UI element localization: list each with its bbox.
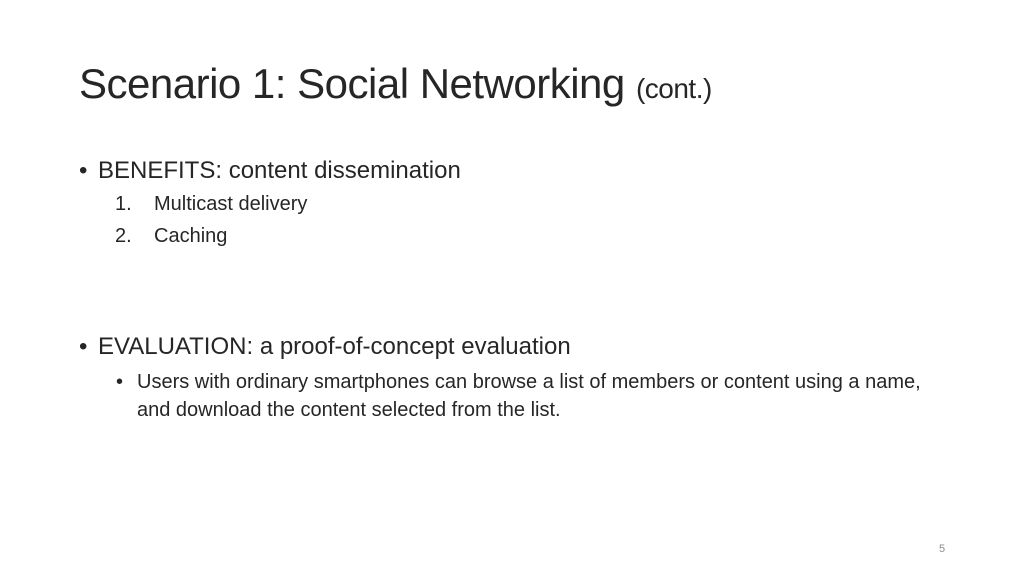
list-number: 2. (115, 225, 132, 247)
bullet-marker: • (116, 371, 124, 393)
slide-title (79, 58, 712, 115)
benefit-item-text: Caching (154, 225, 228, 247)
benefit-item-caching (79, 222, 959, 250)
bullet-marker: • (79, 333, 88, 360)
benefits-section (79, 156, 959, 250)
bullet-marker: • (79, 157, 88, 184)
page-number: 5 (938, 543, 946, 555)
benefit-item-multicast (79, 190, 959, 218)
slide-title-suffix: (cont.) (635, 73, 712, 104)
slide-title-main: Scenario 1: Social Networking (79, 60, 625, 107)
benefits-heading-text: BENEFITS: content dissemination (98, 157, 461, 184)
evaluation-heading-text: EVALUATION: a proof-of-concept evaluation (98, 333, 571, 360)
evaluation-item-text: Users with ordinary smartphones can browse a list of members or content using a name, and download the content selected from the list. (137, 371, 921, 421)
benefits-heading (79, 156, 959, 186)
evaluation-heading (79, 332, 959, 362)
list-number: 1. (115, 193, 132, 215)
benefit-item-text: Multicast delivery (154, 193, 308, 215)
evaluation-section (79, 332, 959, 424)
evaluation-item (79, 368, 927, 424)
